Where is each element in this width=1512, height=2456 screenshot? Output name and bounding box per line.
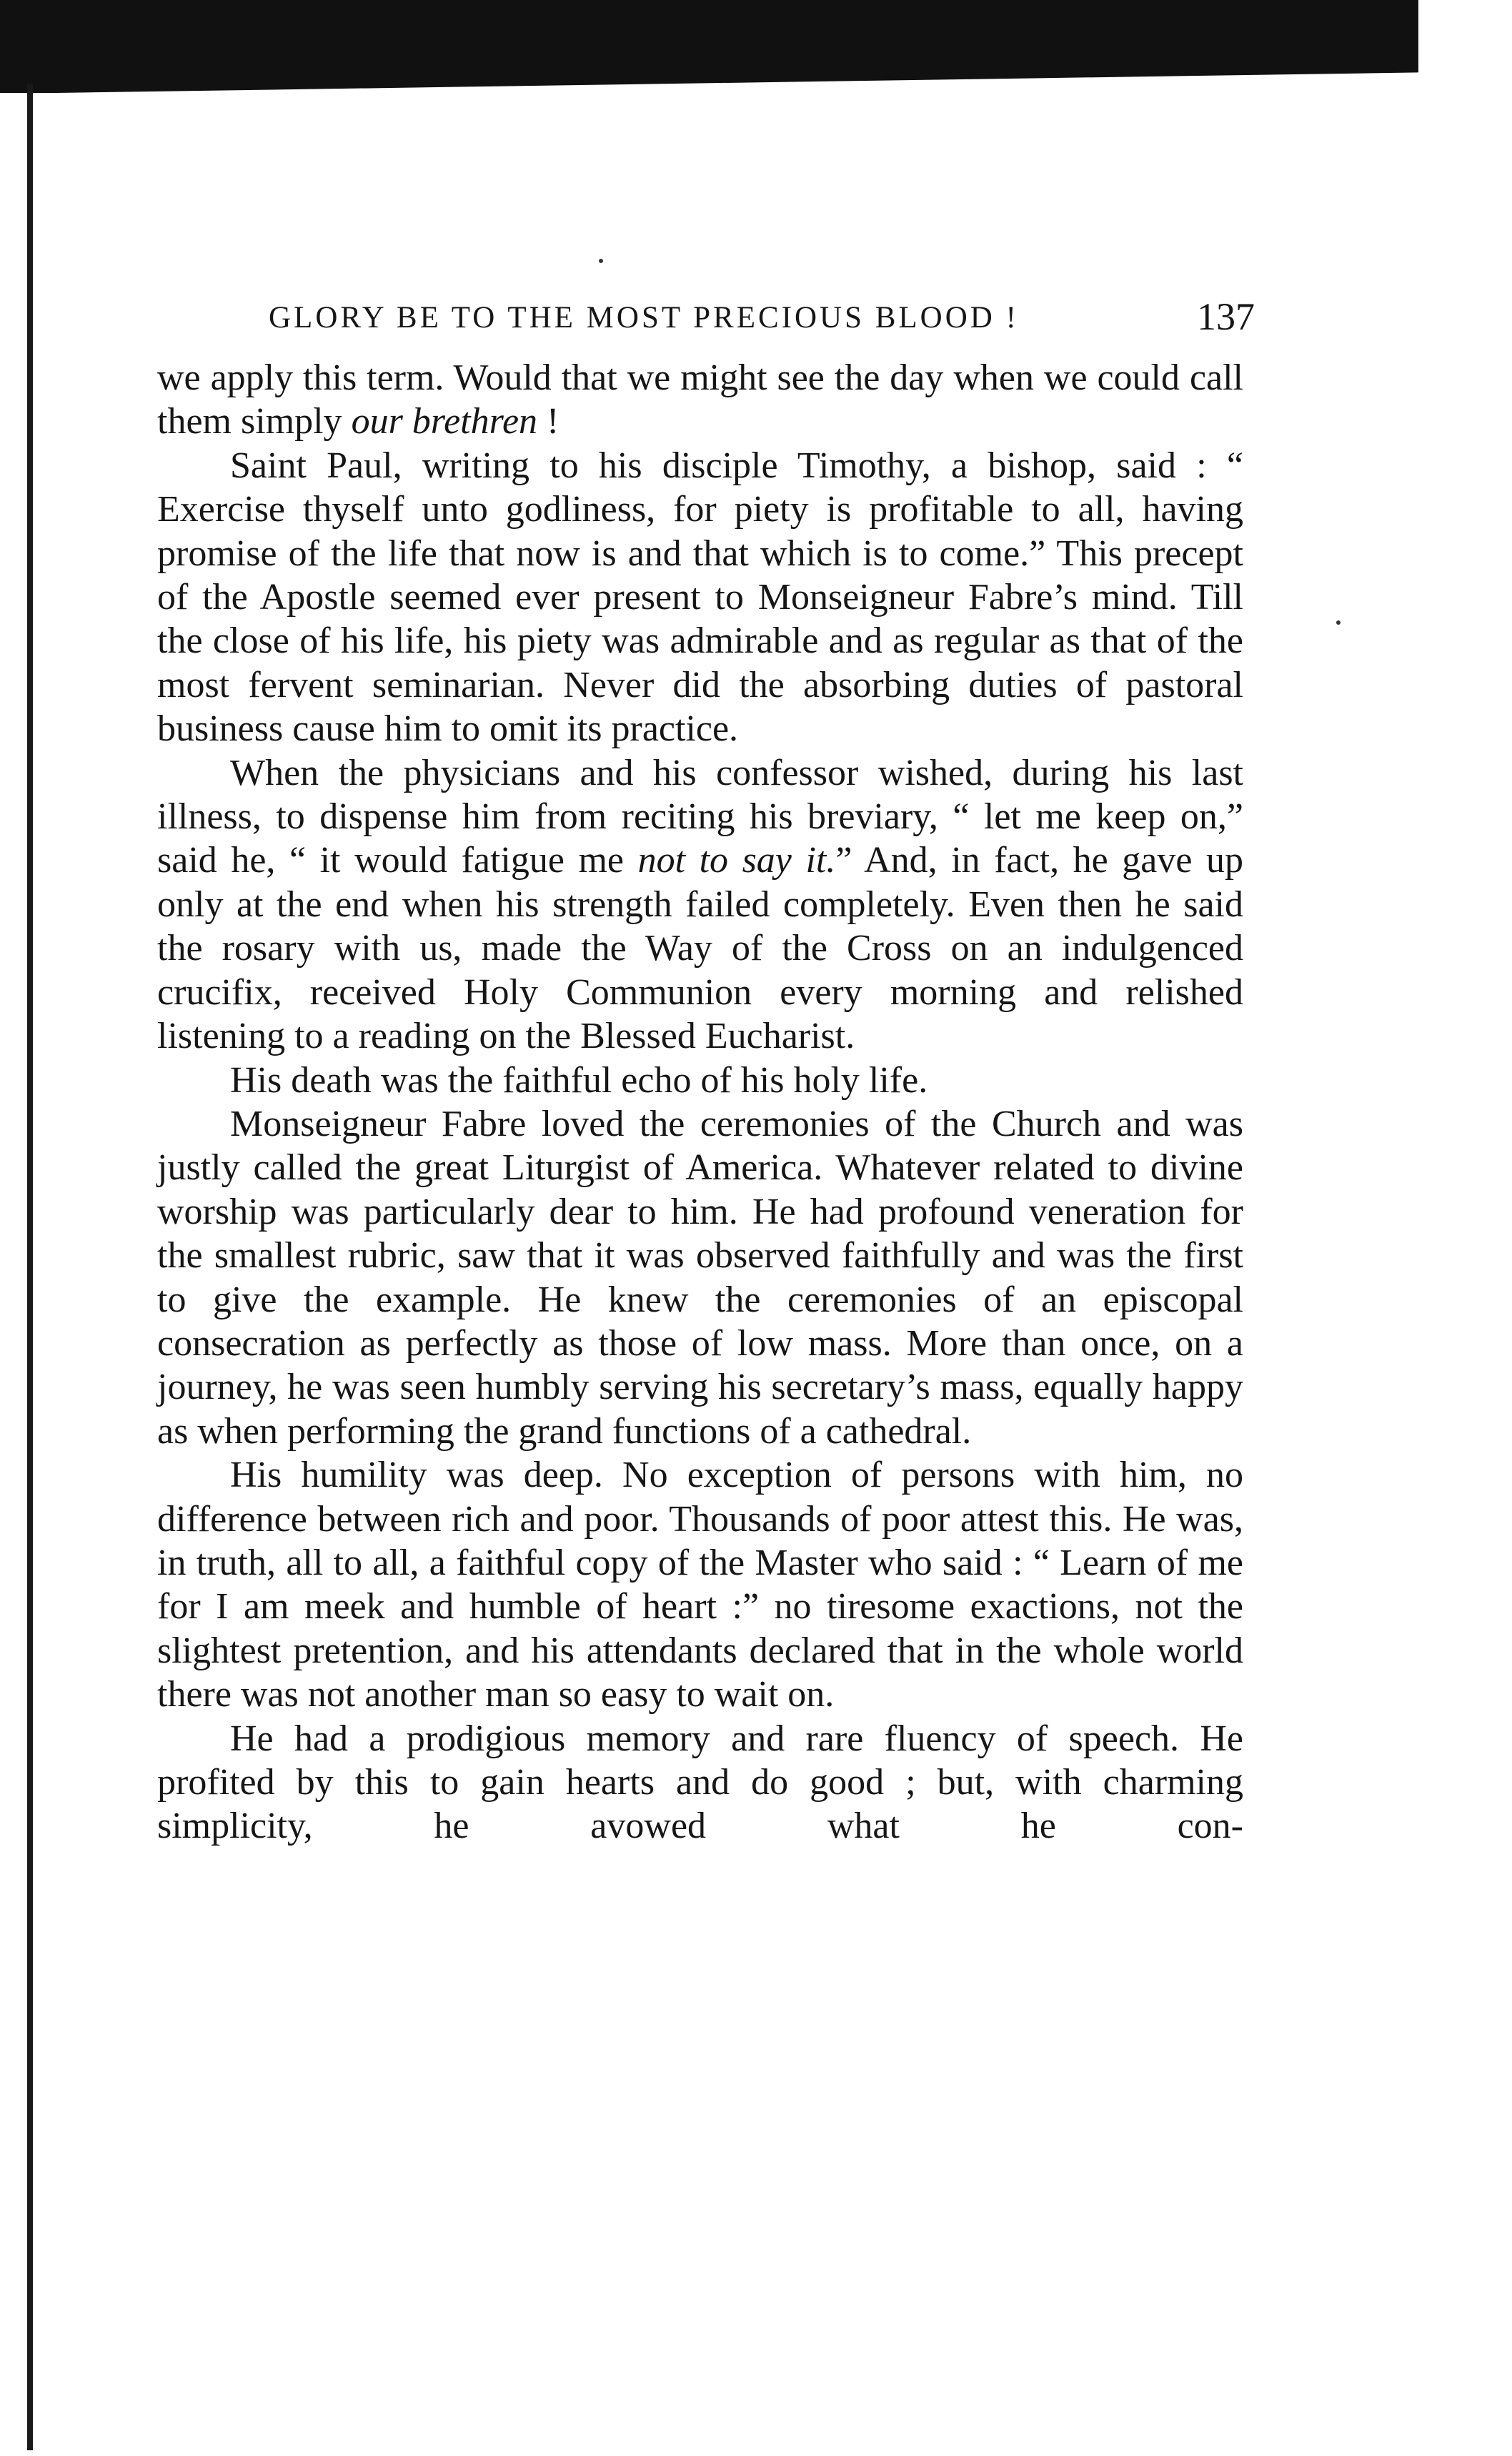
paragraph-text: He had a prodigious memory and rare fluency of speech. He profited by this to gain hearts and do good ; but, with charming simplicity, he avowed what he con- bbox=[157, 1718, 1243, 1847]
paragraph bbox=[157, 1102, 1243, 1453]
paragraph-text: When the physicians and his confessor wished, during his last illness, to dispense him from reciting his breviary, “ let me keep on,” said he, “ it would fatigue me bbox=[157, 752, 1243, 881]
paragraph-text: we apply this term. Would that we might see the day when we could call them simply bbox=[157, 357, 1243, 442]
italic-text: not to say it. bbox=[637, 840, 836, 881]
scan-speck bbox=[1336, 620, 1341, 625]
italic-text: our brethren bbox=[351, 401, 538, 442]
paragraph-text: Monseigneur Fabre loved the ceremonies of the Church and was justly called the great Liturgist of America. Whatever related to divine worship was particularly dear to him. He had profound veneration for the smallest rubric, saw that it was observed faithfully and was the first to give the example. He knew the ceremonies of an episcopal consecration as perfectly as those of low mass. More than once, on a journey, he was seen humbly serving his secretary’s mass, equally happy as when performing the grand functions of a cathedral. bbox=[157, 1103, 1243, 1452]
scan-left-border bbox=[27, 84, 33, 2450]
paragraph-text: His death was the faithful echo of his holy life. bbox=[230, 1059, 928, 1101]
paragraph bbox=[157, 444, 1243, 751]
scan-speck bbox=[599, 259, 603, 263]
paragraph bbox=[157, 1717, 1243, 1848]
scan-edge-shadow bbox=[0, 0, 1418, 93]
paragraph bbox=[157, 356, 1243, 444]
paragraph bbox=[157, 1059, 1243, 1102]
body-text bbox=[157, 356, 1243, 1848]
page-number: 137 bbox=[1197, 295, 1255, 338]
paragraph-text: ! bbox=[537, 401, 559, 442]
paragraph-text: His humility was deep. No exception of persons with him, no difference between rich and poor. Thousands of poor attest this. He was, in truth, all to all, a faithful copy of the Master who said : “ Learn of me for I am meek and humble of heart :” no tiresome exactions, not the slightest pretention, and his attendants declared that in the whole world there was not another man so easy to wait on. bbox=[157, 1455, 1243, 1715]
paragraph bbox=[157, 751, 1243, 1059]
paragraph-text: ” And, in fact, he gave up only at the end when his strength failed completely. Even then he said the rosary with us, made the Way of the Cross on an indulgenced crucifix, received Holy Communion every morning and relished listening to a reading on the Blessed Eucharist. bbox=[157, 840, 1244, 1057]
paragraph-text: Saint Paul, writing to his disciple Timothy, a bishop, said : “ Exercise thyself unto godliness, for piety is profitable to all, having promise of the life that now is and that which is to come.” This precept of the Apostle seemed ever present to Monseigneur Fabre’s mind. Till the close of his life, his piety was admirable and as regular as that of the most fervent seminarian. Never did the absorbing duties of pastoral business cause him to omit its practice. bbox=[157, 445, 1243, 750]
running-title: GLORY BE TO THE MOST PRECIOUS BLOOD ! bbox=[269, 301, 1019, 335]
paragraph bbox=[157, 1453, 1243, 1716]
running-header bbox=[269, 294, 1255, 345]
